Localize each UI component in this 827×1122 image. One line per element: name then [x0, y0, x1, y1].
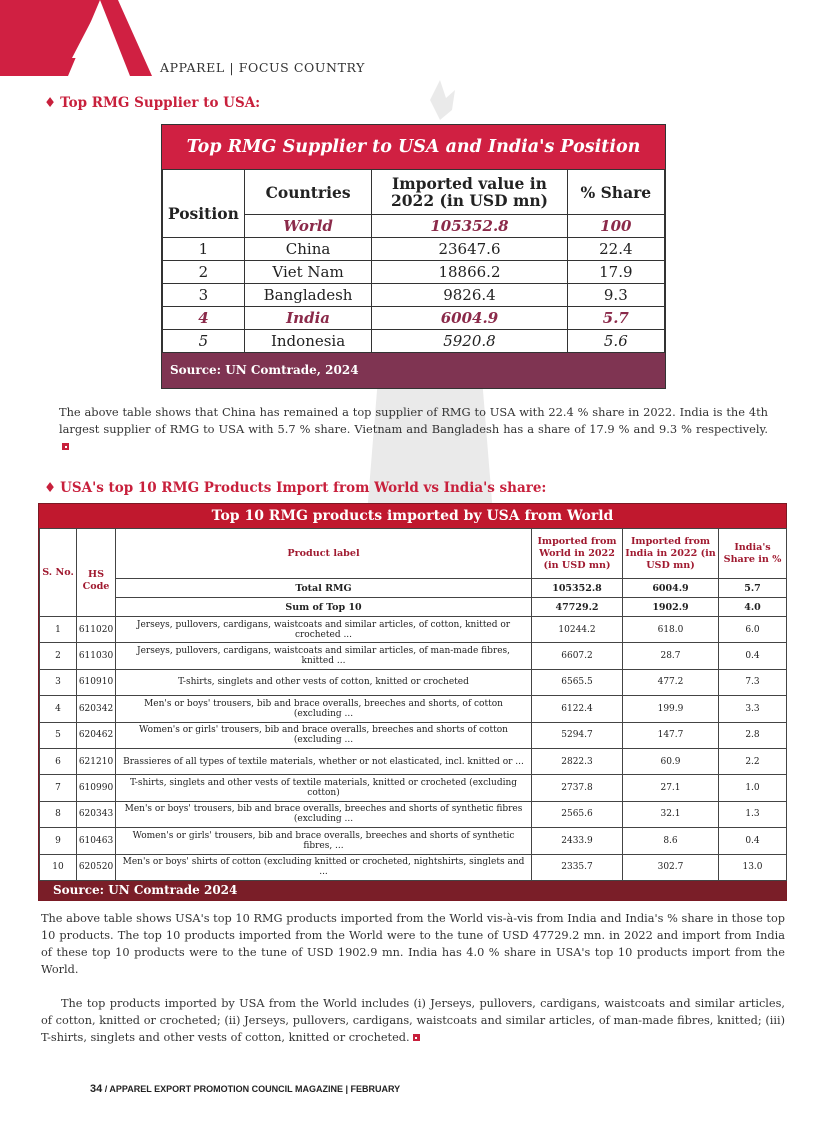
row-value: 23647.6 — [372, 238, 567, 261]
row-sno: 8 — [40, 801, 77, 827]
column-header-share: % Share — [567, 170, 664, 215]
row-label: T-shirts, singlets and other vests of textile materials, knitted or crocheted (excluding cotton) — [116, 775, 532, 801]
section1-heading: ♦ Top RMG Supplier to USA: — [44, 95, 261, 111]
column-header-product-label: Product label — [116, 529, 532, 579]
table-row — [40, 722, 787, 748]
row-world: 2737.8 — [532, 775, 623, 801]
table1-title: Top RMG Supplier to USA and India's Position — [162, 125, 665, 169]
total-label: Total RMG — [116, 579, 532, 598]
row-india: 302.7 — [623, 854, 719, 880]
row-world: 5294.7 — [532, 722, 623, 748]
section2-heading: ♦ USA's top 10 RMG Products Import from World vs India's share: — [44, 480, 547, 496]
row-share: 17.9 — [567, 261, 664, 284]
table-row — [163, 284, 665, 307]
row-share: 3.3 — [719, 696, 787, 722]
table-row — [40, 854, 787, 880]
sum-world: 47729.2 — [532, 598, 623, 617]
row-india: 27.1 — [623, 775, 719, 801]
row-share: 2.8 — [719, 722, 787, 748]
table-row — [40, 775, 787, 801]
row-world: 2822.3 — [532, 748, 623, 774]
sum-share: 4.0 — [719, 598, 787, 617]
end-mark-icon — [62, 443, 69, 450]
row-india: 60.9 — [623, 748, 719, 774]
sum-label: Sum of Top 10 — [116, 598, 532, 617]
table-row — [163, 261, 665, 284]
row-value: 6004.9 — [372, 307, 567, 330]
table2-title: Top 10 RMG products imported by USA from World — [39, 504, 786, 528]
row-sno: 6 — [40, 748, 77, 774]
row-sno: 5 — [40, 722, 77, 748]
column-header-position: Position — [163, 170, 245, 238]
total-india: 6004.9 — [623, 579, 719, 598]
total-share: 5.7 — [719, 579, 787, 598]
table-row — [40, 801, 787, 827]
paragraph-1: The above table shows that China has remained a top supplier of RMG to USA with 22.4 % share in 2022. India is the 4th largest supplier of RMG to USA with 5.7 % share. Vietnam and Bangladesh has a share of 17.9 % and 9.3 % respectively. — [59, 404, 768, 455]
row-share: 5.7 — [567, 307, 664, 330]
row-world: 2433.9 — [532, 828, 623, 854]
row-value: 18866.2 — [372, 261, 567, 284]
row-hs: 610463 — [77, 828, 116, 854]
row-hs: 610990 — [77, 775, 116, 801]
world-country: World — [244, 215, 371, 238]
table-row — [163, 330, 665, 353]
row-country: Bangladesh — [244, 284, 371, 307]
table-row — [40, 748, 787, 774]
table-row — [163, 238, 665, 261]
total-rmg-row — [40, 579, 787, 598]
column-header-world: Imported from World in 2022 (in USD mn) — [532, 529, 623, 579]
row-share: 22.4 — [567, 238, 664, 261]
table-row — [40, 828, 787, 854]
top10-products-table — [38, 503, 787, 901]
row-world: 6122.4 — [532, 696, 623, 722]
row-hs: 621210 — [77, 748, 116, 774]
row-sno: 2 — [40, 643, 77, 669]
paragraph-3: The top products imported by USA from the World includes (i) Jerseys, pullovers, cardigans, waistcoats and similar articles, of cotton, knitted or crocheted; (ii) Jerseys, pullovers, cardigans, waistcoats and similar articles, of man-made fibres, knitted; (iii) T-shirts, singlets and other vests of cotton, knitted or crocheted. — [41, 997, 785, 1044]
row-world: 2565.6 — [532, 801, 623, 827]
row-label: Women's or girls' trousers, bib and brace overalls, breeches and shorts of cotton (excluding ... — [116, 722, 532, 748]
row-hs: 620343 — [77, 801, 116, 827]
row-value: 5920.8 — [372, 330, 567, 353]
row-label: Jerseys, pullovers, cardigans, waistcoats and similar articles, of man-made fibres, knitted ... — [116, 643, 532, 669]
row-hs: 610910 — [77, 669, 116, 695]
row-label: T-shirts, singlets and other vests of cotton, knitted or crocheted — [116, 669, 532, 695]
top-supplier-table — [161, 124, 666, 389]
row-label: Men's or boys' trousers, bib and brace overalls, breeches and shorts, of cotton (excluding ... — [116, 696, 532, 722]
row-share: 1.3 — [719, 801, 787, 827]
row-share: 2.2 — [719, 748, 787, 774]
row-share: 13.0 — [719, 854, 787, 880]
row-share: 0.4 — [719, 828, 787, 854]
row-label: Men's or boys' shirts of cotton (excluding knitted or crocheted, nightshirts, singlets and ... — [116, 854, 532, 880]
row-india: 147.7 — [623, 722, 719, 748]
row-position: 4 — [163, 307, 245, 330]
row-country: India — [244, 307, 371, 330]
footer-text: / APPAREL EXPORT PROMOTION COUNCIL MAGAZINE | FEBRUARY — [104, 1084, 401, 1094]
diamond-bullet-icon: ♦ — [44, 480, 57, 496]
table-row — [40, 643, 787, 669]
total-world: 105352.8 — [532, 579, 623, 598]
row-sno: 4 — [40, 696, 77, 722]
world-share: 100 — [567, 215, 664, 238]
row-share: 9.3 — [567, 284, 664, 307]
row-india: 477.2 — [623, 669, 719, 695]
row-label: Jerseys, pullovers, cardigans, waistcoats and similar articles, of cotton, knitted or crocheted ... — [116, 617, 532, 643]
row-value: 9826.4 — [372, 284, 567, 307]
row-country: Indonesia — [244, 330, 371, 353]
diamond-bullet-icon: ♦ — [44, 95, 57, 111]
end-mark-icon — [413, 1034, 420, 1041]
row-share: 6.0 — [719, 617, 787, 643]
row-sno: 10 — [40, 854, 77, 880]
column-header-india: Imported from India in 2022 (in USD mn) — [623, 529, 719, 579]
row-india: 618.0 — [623, 617, 719, 643]
sum-india: 1902.9 — [623, 598, 719, 617]
row-sno: 1 — [40, 617, 77, 643]
table-row — [40, 617, 787, 643]
column-header-imported-value: Imported value in 2022 (in USD mn) — [372, 170, 567, 215]
row-india: 28.7 — [623, 643, 719, 669]
brand-logo — [0, 0, 152, 76]
table-row-india — [163, 307, 665, 330]
row-share: 7.3 — [719, 669, 787, 695]
row-hs: 620520 — [77, 854, 116, 880]
row-world: 2335.7 — [532, 854, 623, 880]
column-header-share: India's Share in % — [719, 529, 787, 579]
row-sno: 9 — [40, 828, 77, 854]
row-label: Brassieres of all types of textile materials, whether or not elasticated, incl. knitted or ... — [116, 748, 532, 774]
sum-top10-row — [40, 598, 787, 617]
column-header-countries: Countries — [244, 170, 371, 215]
column-header-hs-code: HS Code — [77, 529, 116, 617]
row-country: China — [244, 238, 371, 261]
row-hs: 620342 — [77, 696, 116, 722]
world-value: 105352.8 — [372, 215, 567, 238]
row-india: 199.9 — [623, 696, 719, 722]
row-sno: 3 — [40, 669, 77, 695]
row-hs: 620462 — [77, 722, 116, 748]
row-position: 3 — [163, 284, 245, 307]
row-position: 5 — [163, 330, 245, 353]
row-share: 5.6 — [567, 330, 664, 353]
row-position: 1 — [163, 238, 245, 261]
row-india: 32.1 — [623, 801, 719, 827]
row-position: 2 — [163, 261, 245, 284]
row-country: Viet Nam — [244, 261, 371, 284]
table-row — [40, 696, 787, 722]
header-section-label: APPAREL | FOCUS COUNTRY — [160, 60, 365, 75]
table2-source: Source: UN Comtrade 2024 — [39, 881, 786, 900]
row-hs: 611030 — [77, 643, 116, 669]
table1-source: Source: UN Comtrade, 2024 — [162, 353, 665, 388]
row-world: 10244.2 — [532, 617, 623, 643]
row-world: 6607.2 — [532, 643, 623, 669]
row-share: 1.0 — [719, 775, 787, 801]
row-sno: 7 — [40, 775, 77, 801]
paragraph-2: The above table shows USA's top 10 RMG products imported from the World vis-à-vis from India and India's % share in those top 10 products. The top 10 products imported from the World were to the tune of USD 47729.2 mn. in 2022 and import from India of these top 10 products were to the tune of USD 1902.9 mn. India has 4.0 % share in USA's top 10 products import from the World. — [41, 912, 785, 976]
row-share: 0.4 — [719, 643, 787, 669]
table-row — [40, 669, 787, 695]
page-footer — [90, 1083, 400, 1095]
row-label: Men's or boys' trousers, bib and brace overalls, breeches and shorts of synthetic fibres (excluding ... — [116, 801, 532, 827]
row-label: Women's or girls' trousers, bib and brace overalls, breeches and shorts of synthetic fibres, ... — [116, 828, 532, 854]
row-world: 6565.5 — [532, 669, 623, 695]
page-number: 34 — [90, 1083, 103, 1095]
row-hs: 611020 — [77, 617, 116, 643]
row-india: 8.6 — [623, 828, 719, 854]
column-header-sno: S. No. — [40, 529, 77, 617]
